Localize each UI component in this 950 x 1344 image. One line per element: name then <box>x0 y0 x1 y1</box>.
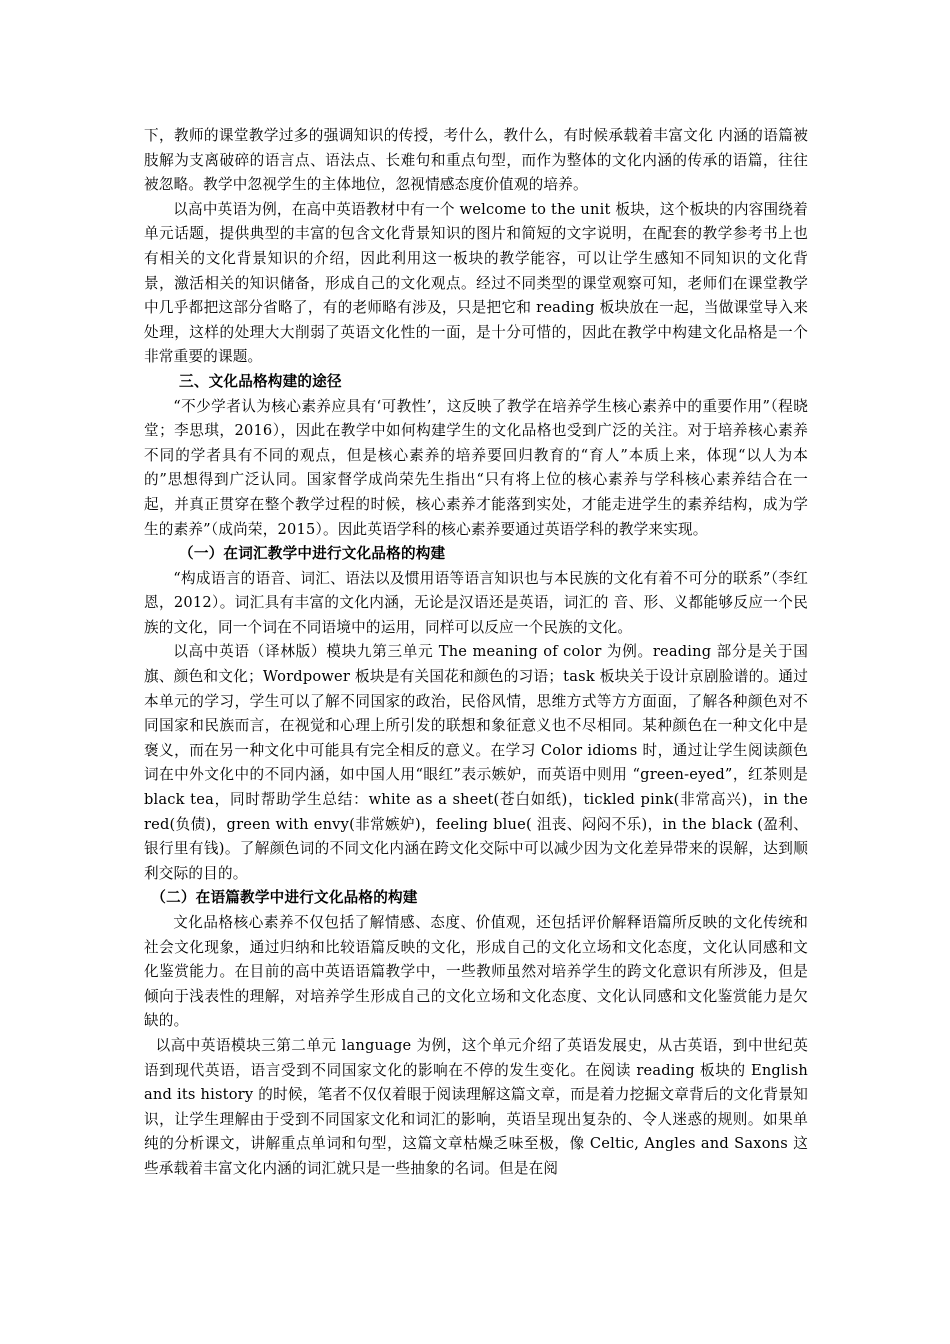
paragraph-continued: 下，教师的课堂教学过多的强调知识的传授，考什么，教什么，有时候承载着丰富文化 内涵的语篇被肢解为支离破碎的语言点、语法点、长难句和重点句型，而作为整体的文化内涵的传承的语篇，往往被忽略。教学中忽视学生的主体地位，忽视情感态度价值观的培养。 <box>144 127 808 194</box>
paragraph-welcome-unit: 以高中英语为例，在高中英语教材中有一个 welcome to the unit 板块，这个板块的内容围绕着单元话题，提供典型的丰富的包含文化背景知识的图片和简短的文字说明，在配套的教学参考书上也有相关的文化背景知识的介绍，因此利用这一板块的教学能容，可以让学生感知不同知识的文化背景，激活相关的知识储备，形成自己的文化观点。经过不同类型的课堂观察可知，老师们在课堂教学中几乎都把这部分省略了，有的老师略有涉及，只是把它和 reading 板块放在一起，当做课堂导入来处理，这样的处理大大削弱了英语文化性的一面，是十分可惜的，因此在教学中构建文化品格是一个非常重要的课题。 <box>144 200 808 366</box>
subsection-heading-discourse: （二）在语篇教学中进行文化品格的构建 <box>151 889 418 907</box>
paragraph-core-literacy: “不少学者认为核心素养应具有‘可教性’，这反映了教学在培养学生核心素养中的重要作用”（程晓堂；李思琪，2016），因此在教学中如何构建学生的文化品格也受到广泛的关注。对于培养核心素养不同的学者具有不同的观点，但是核心素养的培养要回归教育的“育人”本质上来，体现“以人为本的”思想得到广泛认同。国家督学成尚荣先生指出“只有将上位的核心素养与学科核心素养结合在一起，并真正贯穿在整个教学过程的时候，核心素养才能落到实处，才能走进学生的素养结构，成为学生的素养”（成尚荣，2015）。因此英语学科的核心素养要通过英语学科的教学来实现。 <box>144 397 808 538</box>
paragraph-discourse-culture: 文化品格核心素养不仅包括了解情感、态度、价值观，还包括评价解释语篇所反映的文化传统和社会文化现象，通过归纳和比较语篇反映的文化，形成自己的文化立场和文化态度，文化认同感和文化鉴赏能力。在目前的高中英语语篇教学中，一些教师虽然对培养学生的跨文化意识有所涉及，但是倾向于浅表性的理解，对培养学生形成自己的文化立场和文化态度、文化认同感和文化鉴赏能力是欠缺的。 <box>144 914 808 1030</box>
paragraph-color-example: 以高中英语（译林版）模块九第三单元 The meaning of color 为例。reading 部分是关于国旗、颜色和文化；Wordpower 板块是有关国花和颜色的习语；task 板块关于设计京剧脸谱的。通过本单元的学习，学生可以了解不同国家的政治，民俗风情，思维方式等方方面面，了解各种颜色对不同国家和民族而言，在视觉和心理上所引发的联想和象征意义也不尽相同。某种颜色在一种文化中是褒义，而在另一种文化中可能具有完全相反的意义。在学习 Color idioms 时，通过让学生阅读颜色词在中外文化中的不同内涵，如中国人用“眼红”表示嫉妒，而英语中则用 “green-eyed”，红茶则是 black tea，同时帮助学生总结：white as a sheet(苍白如纸)，tickled pink(非常高兴)，in the red(负债)，green with envy(非常嫉妒)，feeling blue( 沮丧、闷闷不乐)，in the black (盈利、银行里有钱)。了解颜色词的不同文化内涵在跨文化交际中可以减少因为文化差异带来的误解，达到顺利交际的目的。 <box>144 643 808 882</box>
section-heading-3: 三、文化品格构建的途径 <box>179 372 342 390</box>
subsection-heading-vocabulary: （一）在词汇教学中进行文化品格的构建 <box>179 545 446 563</box>
paragraph-language-example: 以高中英语模块三第二单元 language 为例，这个单元介绍了英语发展史，从古英语，到中世纪英语到现代英语，语言受到不同国家文化的影响在不停的发生变化。在阅读 reading 板块的 English and its history 的时候，笔者不仅仅着眼于阅读理解这篇文章，而是着力挖掘文章背后的文化背景知识，让学生理解由于受到不同国家文化和词汇的影响，英语呈现出复杂的、令人迷惑的规则。如果单纯的分析课文，讲解重点单词和句型，这篇文章枯燥乏味至极，像 Celtic, Angles and Saxons 这些承载着丰富文化内涵的词汇就只是一些抽象的名词。但是在阅 <box>144 1036 808 1177</box>
paragraph-vocabulary-culture: “构成语言的语音、词汇、语法以及惯用语等语言知识也与本民族的文化有着不可分的联系”（李红恩，2012）。词汇具有丰富的文化内涵，无论是汉语还是英语，词汇的 音、形、义都能够反应一个民族的文化，同一个词在不同语境中的运用，同样可以反应一个民族的文化。 <box>144 569 808 636</box>
document-page <box>144 124 808 1182</box>
